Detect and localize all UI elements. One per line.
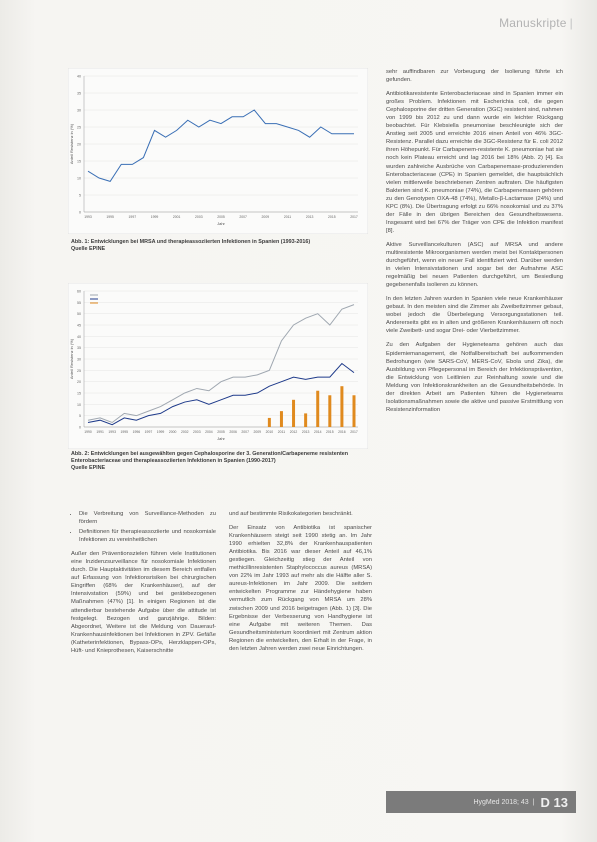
fig2-bar [268,418,271,427]
fig2-ytick-label: 40 [77,334,81,339]
text-column-right [386,68,563,420]
fig1-xtick-label: 2005 [217,215,225,219]
fig2-bar [316,391,319,427]
fig2-xtick-label: 2005 [217,430,225,434]
fig1-ytick-label: 20 [77,142,81,147]
fig2-ytick-label: 50 [77,312,81,317]
fig2-xtick-label: 2007 [241,430,249,434]
fig2-xtick-label: 2004 [205,430,213,434]
fig2-bar [280,411,283,427]
fig1-ytick-label: 10 [77,176,81,181]
fig1-xtick-label: 1999 [150,215,159,219]
fig1-xtick-label: 1997 [128,215,137,219]
fig2-bar [328,395,331,427]
fig1-ytick-label: 40 [77,74,81,79]
fig2-xtick-label: 2015 [326,430,334,434]
fig2-ytick-label: 10 [77,402,81,407]
figure-1-source: Quelle EPINE [71,246,106,253]
fig1-ytick-label: 25 [77,125,81,130]
figure-1-caption [71,239,377,253]
fig2-ytick-label: 25 [77,368,81,373]
fig1-xtick-label: 2007 [239,215,247,219]
fig1-xtick-label: 2003 [195,215,203,219]
fig2-bar [340,386,343,427]
fig2-ytick-label: 20 [77,380,81,385]
page-footer [386,791,576,813]
figure-2-caption-label: Abb. 2: [71,451,90,457]
figure-1-svg [68,68,368,234]
fig1-xtick-label: 2011 [283,215,292,219]
header-separator: | [569,16,573,30]
fig2-xtick-label: 2002 [180,430,189,434]
fig2-xtick-label: 1993 [108,430,116,434]
paragraph: Antibiotikaresistente Enterobacteriaceae sind in Spanien immer ein großes Problem. Infektionen mit Escherichia coli, die gegen Cephalosporine der dritten Generation (3GC) resistent sind, nahmen von 1999 bis 2012 zu und dann wurde ein leichter Rückgang beobachtet. Für Klebsiella pneumoniae beschleunigte sich der Anstieg seit 2005 und erreichte 2016 einen Anteil von 46% 3GC-Resistenz. Parallel dazu erreichte die 3GC-Resistenz für E. coli 2012 ihren Höhepunkt. Für Carbapenem-resistente K. pneumoniae hat sie noch kein Plateau erreicht und lag 2016 bei 18% (Abb. 2) [4]. Es wurden zahlreiche Ausbrüche von Carbapenemase-produzierenden Enterobacteriaceae (CPE) in Spanien gemeldet, die hauptsächlich vielen mittlerweile beschriebenen Zentren auftraten. Die häufigsten Bakterien sind K. pneumoniae (74%), die Carbapenemasen gehören zu den Genotypen OXA-48 (74%), Metallo-β-Lactamase (24%) und KPC (8%). Die Übertragung erfolgt zu 66% nosokomial und zu 37% der Fälle in den übrigen Bereichen des Gesundheitswesens. Insgesamt wird bei 67% der Träger von CPE die Infektion manifest [8]. [386,91,563,234]
fig1-ytick-label: 35 [77,91,81,96]
fig2-ytick-label: 5 [79,414,81,419]
fig2-xtick-label: 1990 [84,430,92,434]
fig2-xtick-label: 2011 [277,430,286,434]
section-header [499,16,573,30]
footer-separator: | [532,798,535,806]
fig1-xlabel: Jahr [217,221,225,226]
fig1-ytick-label: 30 [77,108,81,113]
fig2-xtick-label: 1995 [120,430,129,434]
bullet-item: • Definitionen für therapieassoziierte und nosokomiale Infektionen zu vereinheitlichen [79,528,216,544]
fig2-bar [304,413,307,427]
fig2-xlabel: Jahr [217,436,225,441]
paragraph: In den letzten Jahren wurden in Spanien viele neue Krankenhäuser gebaut. In den meisten sind die Zimmer als Zweibettzimmer gebaut, wobei jedoch die Überbelegung Versorgungsstationen teil. Andererseits gibt es in alten und größeren Krankenhäusern oft noch viele Zweibett- und sogar Drei- oder Vierbettzimmer. [386,296,563,335]
fig2-xtick-label: 2009 [253,430,262,434]
fig2-bar [292,400,295,427]
fig2-ytick-label: 0 [79,425,81,430]
fig1-ytick-label: 0 [79,210,81,215]
fig1-ytick-label: 5 [79,193,81,198]
section-title: Manuskripte [499,16,567,30]
text-column-middle [229,510,372,659]
fig1-xtick-label: 2017 [350,215,358,219]
fig2-xtick-label: 1991 [96,430,104,434]
paragraph: Der Einsatz von Antibiotika ist spanischer Krankenhäusern steigt seit 1990 stetig an. Im Jahr 1990 erhielten 32,8% der Krankenhauspatienten Antibiotika. Bis 2016 war dieser Anteil auf 46,1% gestiegen. Gleichzeitig stieg der Anteil von methicillinresistenten Staphylococcus aureus (MRSA) von 22% im Jahr 1993 auf mehr als die Hälfte aller S. aureus-Infektionen im Jahr 2009. Die seitdem entwickelten Programme zur Händehygiene haben vermutlich zum Rückgang von MRSA um 28% zwischen 2009 und 2016 beigetragen (Abb. 1) [3]. Die Ergebnisse der Verbesserung von Handhygiene ist eine Aufgabe mit weiteren Themen. Das Gesundheitsministerium koordiniert mit Zentrum aktion Regionen die entwickelten, den Erhalt in der Frage, in den letzten Jahren werden zwei neue Einrichtungen. [229,525,372,652]
fig2-xtick-label: 1996 [132,430,141,434]
fig2-ytick-label: 15 [77,391,81,396]
text-column-left [71,510,216,661]
fig2-xtick-label: 2006 [229,430,237,434]
fig1-xtick-label: 1993 [84,215,92,219]
fig2-xtick-label: 2010 [265,430,274,434]
fig2-xtick-label: 2017 [350,430,358,434]
paragraph: Zu den Aufgaben der Hygieneteams gehören auch das Epidemiemanagement, die Notfallbereitschaft bei aufkommenden Bedrohungen (wie SARS-CoV, MERS-CoV, Ebola und Zika), die Ausbildung von Pflegepersonal im Bereich der Infektionsprävention, die Entwicklung von Leitlinien zur Reinhaltung sowie und die Meldung von Infektionskrankheiten an die Gesundheitsbehörde. In der direkten Arbeit am Patienten führen die Hygieneteams Isolationsmaßnahmen sowie die aktive und passive Erstmittlung von Resistenzinformation [386,342,563,413]
figure-1-caption-text: Entwicklungen bei MRSA und therapieassoziierten Infektionen in Spanien (1993-2016) [90,239,311,245]
fig2-xtick-label: 2013 [301,430,310,434]
fig2-ytick-label: 30 [77,357,81,362]
fig2-xtick-label: 2014 [313,430,322,434]
fig2-xtick-label: 2003 [193,430,201,434]
fig2-ytick-label: 55 [77,300,81,305]
fig2-ylabel: Anteil Resistenz in (%) [69,338,74,380]
fig1-xtick-label: 2001 [172,215,181,219]
figure-2-svg [68,283,368,449]
figure-2-chart [68,283,368,449]
fig1-ylabel: Anteil Resistenz in (%) [69,123,74,165]
figure-1-chart [68,68,368,234]
fig1-xtick-label: 2015 [328,215,336,219]
fig2-bar [353,395,356,427]
fig1-xtick-label: 2013 [305,215,314,219]
paragraph: sehr auffindbaren zur Vorbeugung der Isolierung führte ich gefunden. [386,69,563,84]
figure-1-caption-label: Abb. 1: [71,239,90,245]
fig2-ytick-label: 45 [77,323,81,328]
page-number: D 13 [540,794,568,810]
fig2-xtick-label: 1997 [144,430,153,434]
paragraph: Aktive Surveillancekulturen (ASC) auf MRSA und andere multiresistente Mikroorganismen werden meist bei Kontaktpersonen durchgeführt, wenn ein neuer Fall identifiziert wird. Darüber werden in vielen Intensivstationen und sogar bei der Aufnahme ASC regelmäßig bei neuen Patienten durchgeführt, um Besiedlung gegebenenfalls isolieren zu können. [386,241,563,289]
fig2-xtick-label: 2016 [338,430,346,434]
figure-2-source: Quelle EPINE [71,465,106,472]
fig2-xtick-label: 2012 [289,430,298,434]
paragraph: Außer den Präventionszielen führen viele Institutionen eine Inzidenzsurveillance für nosokomiale Infektionen durch. Die Hauptaktivitäten im diesem Bereich entfallen auf Erfassung von Infektionsrisiken bei chirurgischen Eingriffen (68% der Krankenhäuser), auf der Intensivstation (59%) und bei gerätebezogenen Maßnahmen (47%) [1]. In einigen Regionen ist die attendierbar bestehende Aufgabe über die attitude ist festgelegt. Bezogen und ganzjährige. Bilden: Abgeordnet, Weitere ist die Meldung von Dauerauf-Krankenhausinfektionen bei Infektionen in ZPV. Gefäße (Katheterinfektionen, Bypass-OPs, Herzklappen-OPs, Hüft- und Knieprothesen, Kaiserschnitte [71,551,216,654]
journal-ref: HygMed 2018; 43 [473,798,529,806]
bullet-list [71,510,216,544]
fig1-xtick-label: 1995 [106,215,114,219]
paragraph: und auf bestimmte Risikokategorien beschränkt. [229,511,353,517]
fig1-ytick-label: 15 [77,159,81,164]
fig2-xtick-label: 2000 [168,430,177,434]
fig2-ytick-label: 60 [77,289,81,294]
figure-2-caption [71,451,377,473]
figure-2-caption-text: Entwicklungen bei ausgewählten gegen Cephalosporine der 3. Generation/Carbapeneme resistenten Enterobacteriaceae und therapieassoziierten Infektionen in Spanien (1990-2017) [71,451,349,465]
fig2-xtick-label: 1999 [156,430,165,434]
fig2-ytick-label: 35 [77,346,81,351]
bullet-item: • Die Verbreitung von Surveillance-Methoden zu fördern [79,510,216,526]
fig1-xtick-label: 2009 [261,215,270,219]
